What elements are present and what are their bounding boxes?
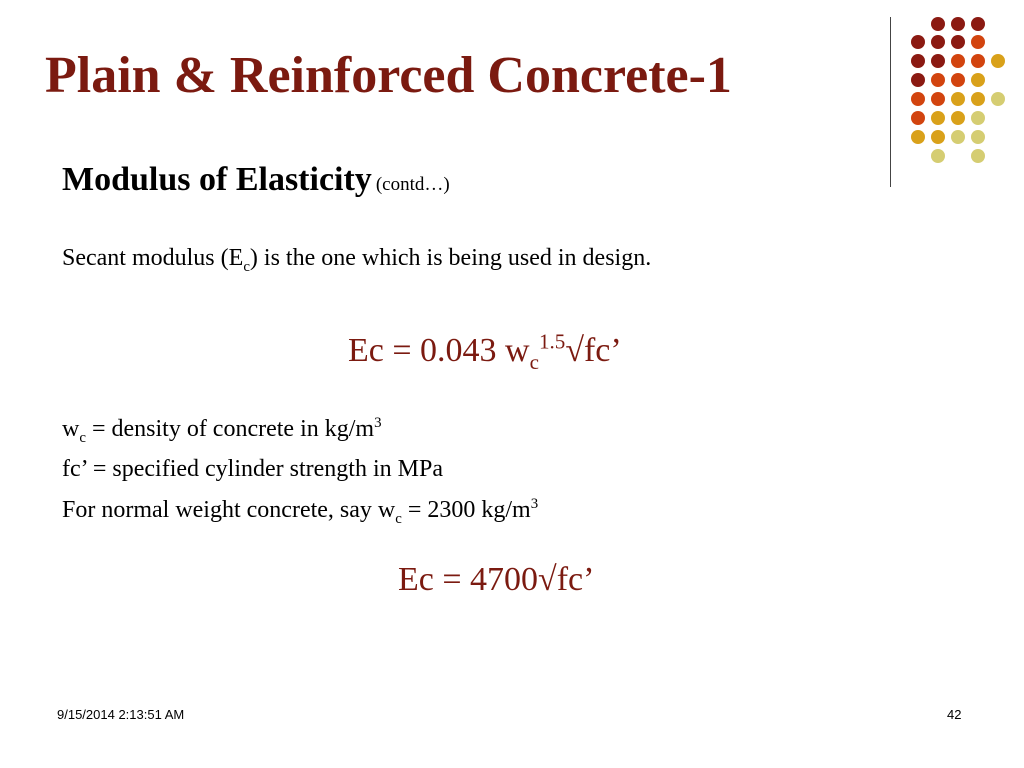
secant-text-suffix: ) is the one which is being used in design. [249,245,652,271]
formula1-suffix: √fc’ [565,332,622,369]
normal-weight-middle: = 2300 kg/m [401,497,531,523]
decorative-dot [991,54,1005,68]
formula1-subscript: c [529,349,539,374]
formula1-prefix: Ec = 0.043 w [348,332,530,369]
decorative-dot [951,130,965,144]
footer-page-number: 42 [947,707,962,722]
decorative-dot [951,35,965,49]
wc-middle: = density of concrete in kg/m [85,416,375,442]
subheading-text: Modulus of Elasticity [62,161,372,198]
decorative-dot [971,92,985,106]
formula-ec-general [348,329,622,374]
wc-subscript: c [79,429,86,446]
subheading-note: (contd…) [375,174,450,195]
formula1-superscript: 1.5 [538,329,566,354]
decorative-dot [911,130,925,144]
decorative-dot [931,92,945,106]
footer-timestamp: 9/15/2014 2:13:51 AM [57,707,185,722]
decorative-dot [931,17,945,31]
decorative-dot [971,130,985,144]
decorative-dot [931,35,945,49]
decorative-dot [911,92,925,106]
secant-modulus-line [62,245,652,275]
normal-weight-subscript: c [395,510,402,527]
title-divider-line [890,17,891,187]
decorative-dot [971,149,985,163]
normal-weight-superscript: 3 [530,496,539,512]
definition-normal-weight [62,496,539,527]
decorative-dot [951,111,965,125]
decorative-dot [971,35,985,49]
slide-title: Plain & Reinforced Concrete-1 [45,47,732,104]
subheading [62,163,450,197]
wc-superscript: 3 [374,415,382,431]
decorative-dot [911,54,925,68]
decorative-dot [951,92,965,106]
decorative-dot [971,17,985,31]
secant-text-prefix: Secant modulus (E [62,245,244,271]
normal-weight-prefix: For normal weight concrete, say w [62,497,396,523]
decorative-dot [991,92,1005,106]
decorative-dot [971,73,985,87]
decorative-dot [931,73,945,87]
decorative-dot [951,17,965,31]
definition-wc [62,415,382,446]
decorative-dot [971,111,985,125]
secant-subscript: c [243,258,250,275]
decorative-dot [951,73,965,87]
decorative-dot [931,54,945,68]
decorative-dot [931,149,945,163]
decorative-dot [931,130,945,144]
wc-prefix: w [62,416,80,442]
decorative-dot [971,54,985,68]
decorative-dot [951,54,965,68]
definition-fc: fc’ = specified cylinder strength in MPa [62,456,443,482]
decorative-dot [911,111,925,125]
formula-ec-normal-weight: Ec = 4700√fc’ [398,561,595,598]
decorative-dot [931,111,945,125]
decorative-dot [911,73,925,87]
decorative-dot [911,35,925,49]
